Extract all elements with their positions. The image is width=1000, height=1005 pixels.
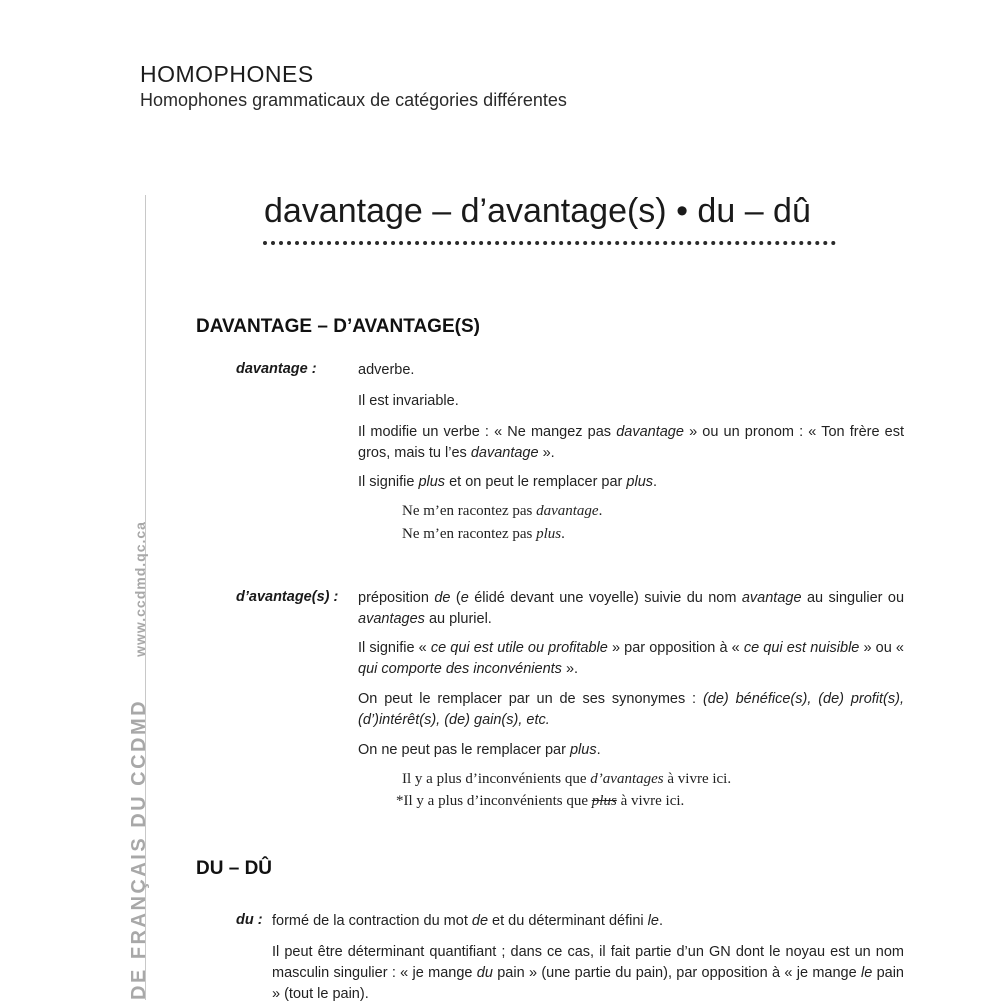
page-title [264, 192, 811, 231]
example-line: Il y a plus d’inconvénients que d’avantages à vivre ici. [402, 771, 732, 787]
definition-paragraph: Il peut être déterminant quantifiant ; dans ce cas, il fait partie d’un GN dont le noyau est un nom masculin singulier : « je mange du pain » (une partie du pain), par opposition à « je mange le pain » (tout le pain). [272, 944, 904, 1002]
definition-line: formé de la contraction du mot de et du déterminant défini le. [272, 913, 663, 929]
page-title-bullet: • [676, 192, 688, 230]
definition-line: adverbe. [358, 362, 415, 378]
title-dotted-rule [263, 241, 836, 245]
section-heading-davantage: DAVANTAGE – D’AVANTAGE(S) [196, 316, 480, 337]
definition-line: On ne peut pas le remplacer par plus. [358, 742, 601, 758]
definition-paragraph: On peut le remplacer par un de ses synonymes : (de) bénéfice(s), (de) profit(s), (d’)intérêt(s), (de) gain(s), etc. [358, 691, 904, 728]
header-subtitle: Homophones grammaticaux de catégories différentes [140, 90, 567, 110]
sidebar-brand: DE FRANÇAIS DU CCDMD [128, 698, 150, 1000]
definition-line: Il signifie plus et on peut le remplacer par plus. [358, 474, 658, 490]
page-title-part1: davantage – d’avantage(s) [264, 192, 677, 230]
sidebar-url: www.ccdmd.qc.ca [132, 521, 148, 657]
example-line: Ne m’en racontez pas plus. [402, 526, 565, 542]
term-du: du : [236, 912, 263, 928]
term-davantages: d’avantage(s) : [236, 589, 339, 605]
term-davantage: davantage : [236, 361, 317, 377]
sidebar-vertical-text [128, 521, 151, 1000]
example-line: Ne m’en racontez pas davantage. [402, 503, 603, 519]
definition-paragraph: préposition de (e élidé devant une voyelle) suivie du nom avantage au singulier ou avantages au pluriel. [358, 590, 905, 627]
example-line-incorrect: *Il y a plus d’inconvénients que plus à vivre ici. [396, 793, 685, 809]
definition-paragraph: Il modifie un verbe : « Ne mangez pas davantage » ou un pronom : « Ton frère est gros, mais tu l’es davantage ». [358, 424, 904, 461]
header-title: HOMOPHONES [140, 61, 314, 87]
definition-paragraph: Il signifie « ce qui est utile ou profitable » par opposition à « ce qui est nuisible » ou « qui comporte des inconvénients ». [358, 640, 904, 677]
section-heading-du: DU – DÛ [196, 858, 273, 879]
running-header [140, 60, 567, 112]
definition-line: Il est invariable. [358, 393, 459, 409]
page-title-part2: du – dû [687, 192, 811, 230]
